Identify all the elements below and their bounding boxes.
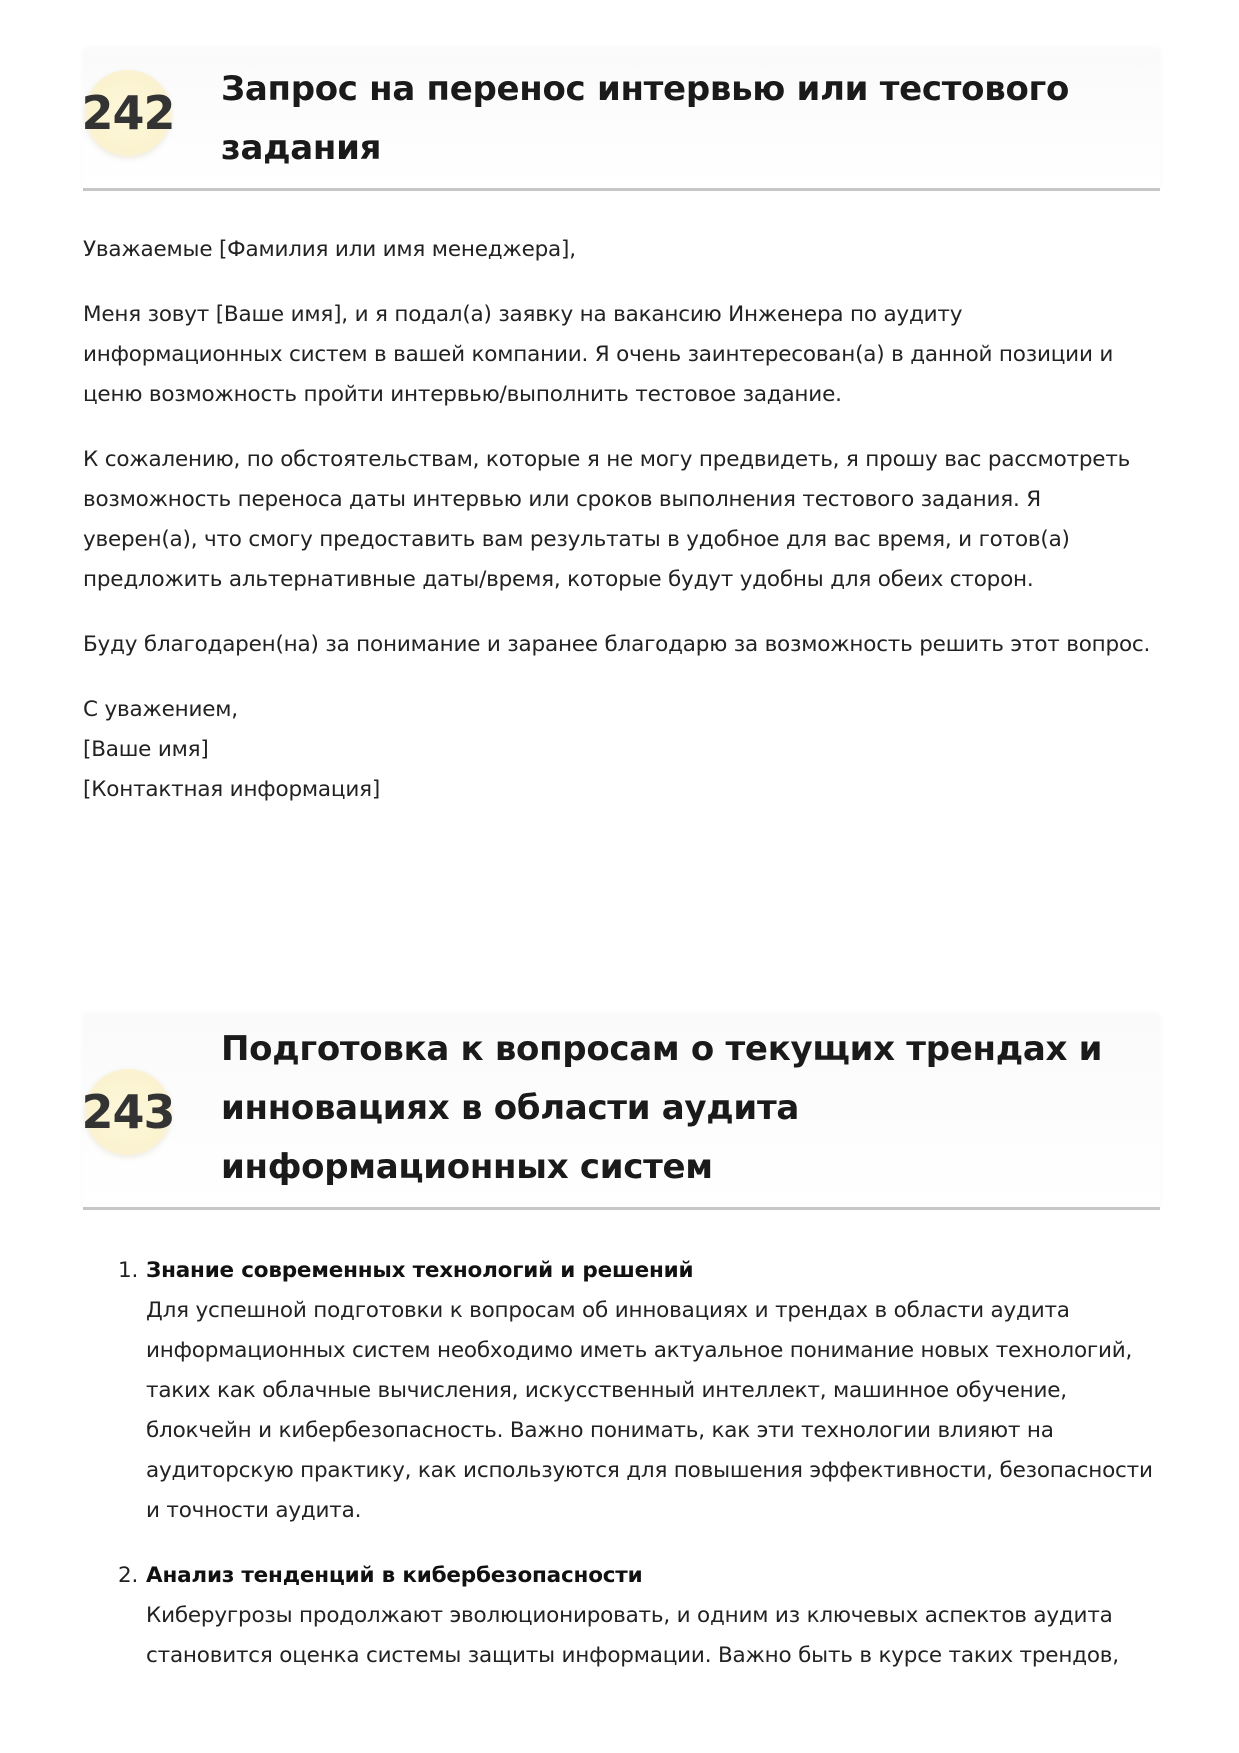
section-title: Подготовка к вопросам о текущих трендах и инновациях в области аудита информационных систем bbox=[221, 1029, 1103, 1187]
list-item-title: Анализ тенденций в кибербезопасности bbox=[146, 1563, 643, 1588]
list-item-text: Для успешной подготовки к вопросам об инновациях и трендах в области аудита информационных систем необходимо иметь актуальное понимание новых технологий, таких как облачные вычисления, искусственный интеллект, машинное обучение, блокчейн и кибербезопасность. Важно понимать, как эти технологии влияют на аудиторскую практику, как используются для повышения эффективности, безопасности и точности аудита. bbox=[146, 1298, 1153, 1523]
trends-list bbox=[83, 1251, 1160, 1701]
list-item-title: Знание современных технологий и решений bbox=[146, 1258, 694, 1283]
section-number: 243 bbox=[81, 1085, 175, 1139]
section-header-242 bbox=[83, 50, 1160, 191]
letter-paragraph: Буду благодарен(на) за понимание и заранее благодарю за возможность решить этот вопрос. bbox=[83, 632, 1151, 657]
signature-contact: [Контактная информация] bbox=[83, 777, 381, 802]
section-header-243 bbox=[83, 1015, 1160, 1210]
section-number: 242 bbox=[81, 86, 175, 140]
list-item-text: Киберугрозы продолжают эволюционировать, и одним из ключевых аспектов аудита становится оценка системы защиты информации. Важно быть в курсе таких трендов, bbox=[146, 1603, 1119, 1668]
list-item bbox=[83, 1251, 1160, 1531]
list-item bbox=[83, 1556, 1160, 1676]
signature-name: [Ваше имя] bbox=[83, 737, 209, 762]
section-title: Запрос на перенос интервью или тестового задания bbox=[221, 69, 1070, 168]
letter-signature bbox=[83, 690, 1160, 810]
letter-body bbox=[83, 230, 1160, 810]
letter-paragraph: К сожалению, по обстоятельствам, которые я не могу предвидеть, я прошу вас рассмотреть возможность переноса даты интервью или сроков выполнения тестового задания. Я уверен(а), что смогу предоставить вам результаты в удобное для вас время, и готов(а) предложить альтернативные даты/время, которые будут удобны для обеих сторон. bbox=[83, 447, 1131, 592]
signature-closing: С уважением, bbox=[83, 697, 238, 722]
section-number-badge bbox=[81, 70, 175, 156]
section-number-badge bbox=[81, 1069, 175, 1155]
list-marker: 1. bbox=[118, 1258, 139, 1283]
list-marker: 2. bbox=[118, 1563, 139, 1588]
letter-greeting: Уважаемые [Фамилия или имя менеджера], bbox=[83, 237, 576, 262]
letter-paragraph: Меня зовут [Ваше имя], и я подал(а) заявку на вакансию Инженера по аудиту информационных систем в вашей компании. Я очень заинтересован(а) в данной позиции и ценю возможность пройти интервью/выполнить тестовое задание. bbox=[83, 302, 1114, 407]
